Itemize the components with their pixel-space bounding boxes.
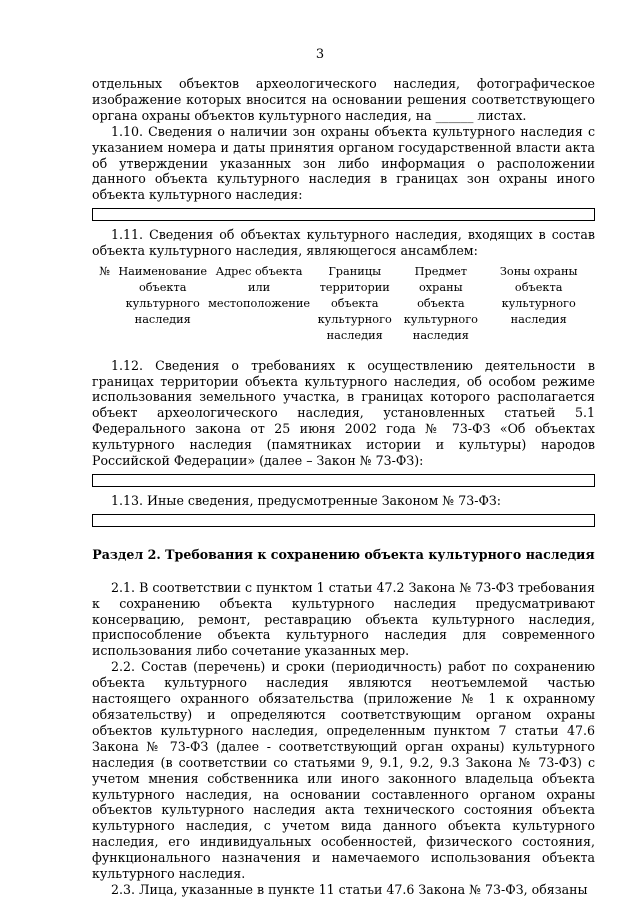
input-box-1-12[interactable] — [92, 474, 595, 487]
table-header-cell: Адрес объекта или местоположение — [208, 265, 311, 310]
paragraph-2-2: 2.2. Состав (перечень) и сроки (периодичность) работ по сохранению объекта культурного наследия являются неотъемлемой частью настоящего охранного обязательства (приложение № 1 к охранному обязательству) и определяются соответствующим органом охраны объектов культурного наследия, определенным пунктом 7 статьи 47.6 Закона № 73-ФЗ (далее - соответствующий орган охраны) культурного наследия (в соответствии со статьями 9, 9.1, 9.2, 9.3 Закона № 73-ФЗ) с учетом мнения собственника или иного законного владельца объекта культурного наследия, на основании составленного органом охраны объектов культурного наследия акта технического состояния объекта культурного наследия, с учетом вида данного объекта культурного наследия, его индивидуальных особенностей, физического состояния, функционального назначения и намечаемого использования объекта культурного наследия. — [92, 659, 595, 882]
paragraph-1-12: 1.12. Сведения о требованиях к осуществлению деятельности в границах территории объекта культурного наследия, об особом режиме использования земельного участка, в границах которого располагается объект археологического наследия, установленных статьей 5.1 Федерального закона от 25 июня 2002 года № 73-ФЗ «Об объектах культурного наследия (памятниках истории и культуры) народов Российской Федерации» (далее – Закон № 73-ФЗ): — [92, 357, 595, 469]
table-header-row — [92, 264, 595, 344]
input-box-1-13[interactable] — [92, 514, 595, 527]
table-header-cell: Границы территории объекта культурного наследия — [317, 265, 392, 342]
table-header-cell: Наименование объекта культурного наследия — [118, 265, 208, 326]
paragraph-2-3: 2.3. Лица, указанные в пункте 11 статьи 47.6 Закона № 73-ФЗ, обязаны — [111, 881, 588, 897]
continued-paragraph: отдельных объектов археологического наследия, фотографическое изображение которых вносится на основании решения соответствующего органа охраны объектов культурного наследия, на ______ листах. — [92, 76, 595, 123]
section-2-title: Раздел 2. Требования к сохранению объекта культурного наследия — [92, 546, 595, 562]
paragraph-1-10: 1.10. Сведения о наличии зон охраны объекта культурного наследия с указанием номера и даты принятия органом государственной власти акта об утверждении указанных зон либо информация о расположении данного объекта культурного наследия в границах зон охраны иного объекта культурного наследия: — [92, 123, 595, 203]
paragraph-1-13: 1.13. Иные сведения, предусмотренные Законом № 73-ФЗ: — [111, 492, 502, 508]
document-body — [92, 76, 595, 898]
page-number: 3 — [315, 47, 325, 62]
table-header-cell: Предмет охраны объекта культурного наследия — [403, 265, 478, 342]
table-header-cell: № — [99, 265, 111, 279]
paragraph-1-11: 1.11. Сведения об объектах культурного наследия, входящих в состав объекта культурного наследия, являющегося ансамблем: — [92, 227, 595, 259]
ensemble-objects-table — [92, 264, 595, 344]
paragraph-2-1: 2.1. В соответствии с пунктом 1 статьи 47.2 Закона № 73-ФЗ требования к сохранению объекта культурного наследия предусматривают консервацию, ремонт, реставрацию объекта культурного наследия, приспособление объекта культурного наследия для современного использования либо сочетание указанных мер. — [92, 579, 595, 659]
input-box-1-10[interactable] — [92, 208, 595, 221]
table-header-cell: Зоны охраны объекта культурного наследия — [499, 265, 578, 326]
